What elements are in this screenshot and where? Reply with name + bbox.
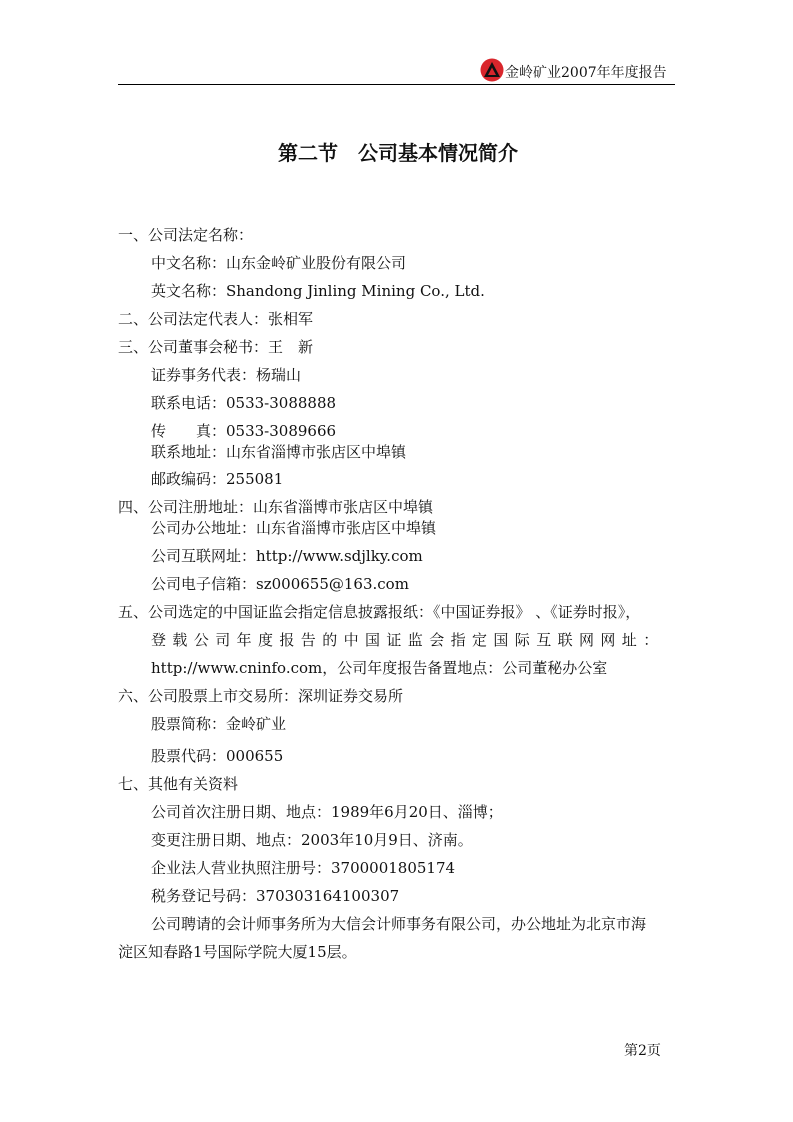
- company-website: 公司互联网址：http://www.sdjlky.com: [151, 547, 423, 565]
- stock-code: 股票代码：000655: [151, 747, 284, 765]
- item-5-newspapers: 五、公司选定的中国证监会指定信息披露报纸：《中国证券报》 、《证券时报》，: [118, 603, 641, 621]
- office-address: 公司办公地址：山东省淄博市张店区中埠镇: [151, 519, 437, 537]
- english-name: 英文名称：Shandong Jinling Mining Co., Ltd.: [151, 282, 485, 300]
- item-5-website-label-text: 登载公司年度报告的中国证监会指定国际互联网网址：: [151, 631, 665, 649]
- chinese-name: 中文名称：山东金岭矿业股份有限公司: [151, 254, 407, 272]
- contact-phone: 联系电话：0533-3088888: [151, 394, 337, 412]
- stock-abbreviation: 股票简称：金岭矿业: [151, 715, 287, 733]
- company-logo-icon: [480, 58, 504, 82]
- item-1-heading: 一、公司法定名称：: [118, 226, 254, 244]
- item-3-board-secretary: 三、公司董事会秘书：王 新: [118, 338, 314, 356]
- postal-code: 邮政编码：255081: [151, 470, 284, 488]
- change-registration: 变更注册日期、地点：2003年10月9日、济南。: [151, 831, 473, 849]
- section-title: 第二节 公司基本情况简介: [278, 141, 518, 165]
- securities-representative: 证券事务代表：杨瑞山: [151, 366, 302, 384]
- item-7-heading: 七、其他有关资料: [118, 775, 239, 793]
- first-registration: 公司首次注册日期、地点：1989年6月20日、淄博；: [151, 803, 503, 821]
- accounting-firm-line-2: 淀区知春路1号国际学院大厦15层。: [118, 943, 357, 961]
- tax-registration-number: 税务登记号码：370303164100307: [151, 887, 400, 905]
- business-license-number: 企业法人营业执照注册号：3700001805174: [151, 859, 456, 877]
- header-divider: [118, 84, 675, 85]
- company-email: 公司电子信箱：sz000655@163.com: [151, 575, 409, 593]
- header-report-title: 金岭矿业2007年年度报告: [505, 65, 667, 81]
- page-number: 第2页: [624, 1043, 661, 1059]
- item-2-legal-representative: 二、公司法定代表人：张相军: [118, 310, 314, 328]
- accounting-firm-line-1: 公司聘请的会计师事务所为大信会计师事务有限公司，办公地址为北京市海: [151, 915, 647, 933]
- item-5-website-and-location: http://www.cninfo.com，公司年度报告备置地点：公司董秘办公室: [151, 659, 608, 677]
- contact-address: 联系地址：山东省淄博市张店区中埠镇: [151, 443, 407, 461]
- item-4-registered-address: 四、公司注册地址：山东省淄博市张店区中埠镇: [118, 498, 434, 516]
- item-5-website-label: [151, 629, 675, 650]
- fax: 传 真：0533-3089666: [151, 422, 337, 440]
- item-6-stock-exchange: 六、公司股票上市交易所：深圳证券交易所: [118, 687, 404, 705]
